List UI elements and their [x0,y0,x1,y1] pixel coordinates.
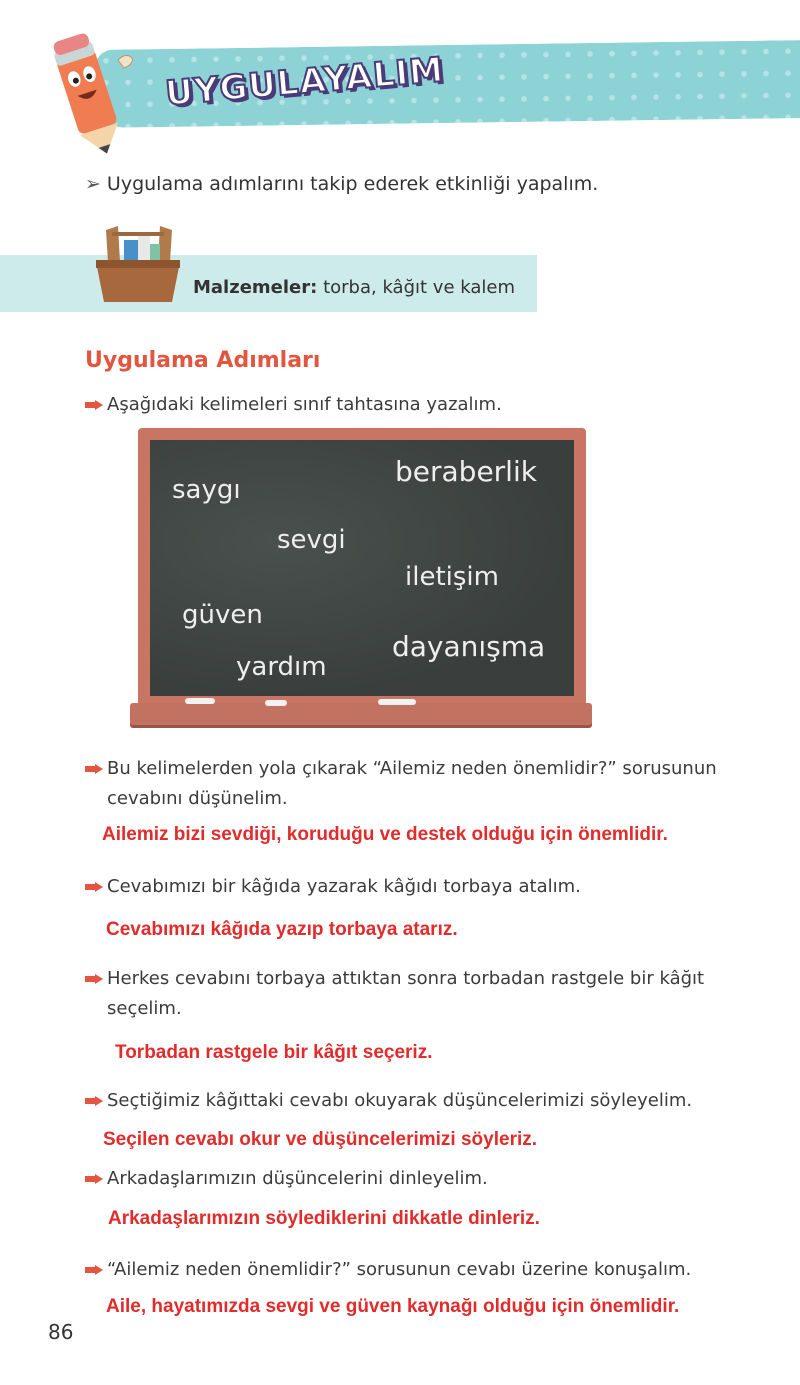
board-word: sevgi [277,525,346,555]
section-title: UYGULAYALIM [163,49,446,115]
bullet-arrow-icon [85,882,103,892]
arrow-icon: ➢ [85,173,101,195]
step-text: Herkes cevabını torbaya attıktan sonra torbadan rastgele bir kâğıt [107,968,705,989]
board-word: dayanışma [392,630,546,663]
instruction-line [85,173,598,195]
bullet-arrow-icon [85,974,103,984]
bullet-arrow-icon [85,1174,103,1184]
intro-step-text: Aşağıdaki kelimeleri sınıf tahtasına yazalım. [107,394,502,415]
materials-label: Malzemeler: [193,277,318,298]
bullet-arrow-icon [85,1265,103,1275]
step-text: seçelim. [107,998,182,1019]
chalk-piece [378,699,416,705]
pencil-mascot-icon [40,30,140,160]
blackboard-ledge [130,703,592,725]
step-text: cevabını düşünelim. [107,788,288,809]
step-text: Bu kelimelerden yola çıkarak “Ailemiz neden önemlidir?” sorusunun [107,758,717,779]
bullet-arrow-icon [85,400,103,410]
bullet-arrow-icon [85,764,103,774]
step-text: Seçtiğimiz kâğıttaki cevabı okuyarak düşüncelerimizi söyleyelim. [107,1090,693,1111]
answer-text: Aile, hayatımızda sevgi ve güven kaynağı olduğu için önemlidir. [106,1296,680,1317]
board-word: yardım [236,652,327,682]
chalk-piece [185,698,215,704]
board-word: güven [182,600,263,630]
board-word: iletişim [405,562,499,592]
step-text: Cevabımızı bir kâğıda yazarak kâğıdı torbaya atalım. [107,876,581,897]
answer-text: Torbadan rastgele bir kâğıt seçeriz. [115,1042,433,1063]
materials-items: torba, kâğıt ve kalem [323,277,515,298]
chalk-piece [265,700,287,706]
step-text: Arkadaşlarımızın düşüncelerini dinleyelim. [107,1168,488,1189]
toolbox-icon [88,222,188,307]
board-word: saygı [172,475,241,505]
answer-text: Ailemiz bizi sevdiği, koruduğu ve destek olduğu için önemlidir. [102,824,668,845]
answer-text: Arkadaşlarımızın söylediklerini dikkatle dinleriz. [108,1208,540,1229]
answer-text: Seçilen cevabı okur ve düşüncelerimizi söyleriz. [103,1129,538,1150]
answer-text: Cevabımızı kâğıda yazıp torbaya atarız. [106,919,458,940]
bullet-arrow-icon [85,1096,103,1106]
step-text: “Ailemiz neden önemlidir?” sorusunun cevabı üzerine konuşalım. [107,1259,692,1280]
board-word: beraberlik [395,455,537,488]
materials-text [193,277,515,298]
steps-title: Uygulama Adımları [85,348,321,373]
instruction-text: Uygulama adımlarını takip ederek etkinliği yapalım. [106,173,599,195]
page-number: 86 [48,1320,74,1344]
